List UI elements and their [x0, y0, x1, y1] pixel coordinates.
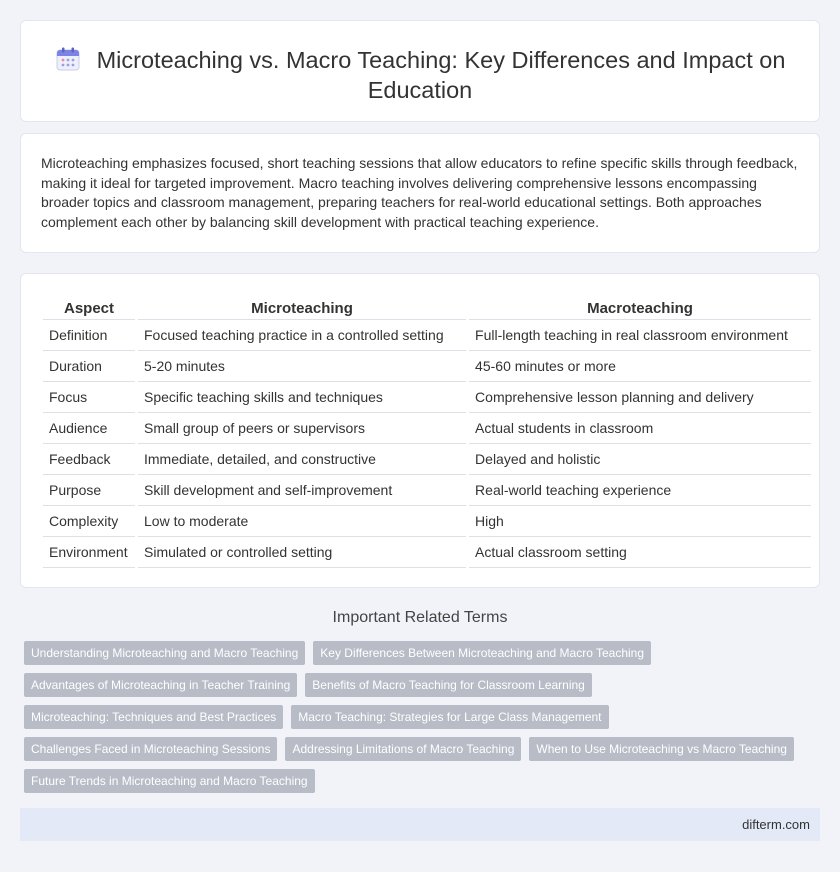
page-title: [45, 45, 795, 105]
comparison-table: [43, 294, 811, 568]
footer: [20, 808, 820, 841]
cell-micro: Immediate, detailed, and constructive: [138, 444, 466, 475]
cell-macro: Delayed and holistic: [469, 444, 811, 475]
table-row: [43, 537, 811, 568]
cell-micro: Focused teaching practice in a controlled setting: [138, 320, 466, 351]
table-row: [43, 475, 811, 506]
table-row: [43, 320, 811, 351]
header-macroteaching: Macroteaching: [469, 294, 811, 320]
cell-macro: Actual classroom setting: [469, 537, 811, 568]
cell-micro: Small group of peers or supervisors: [138, 413, 466, 444]
related-term-tag[interactable]: When to Use Microteaching vs Macro Teaching: [529, 737, 794, 761]
cell-aspect: Focus: [43, 382, 135, 413]
cell-micro: Specific teaching skills and techniques: [138, 382, 466, 413]
cell-micro: 5-20 minutes: [138, 351, 466, 382]
related-term-tag[interactable]: Addressing Limitations of Macro Teaching: [285, 737, 521, 761]
related-terms-title: Important Related Terms: [332, 609, 508, 626]
related-terms-list: [24, 641, 824, 793]
intro-card: [20, 133, 820, 253]
table-row: [43, 506, 811, 537]
table-row: [43, 351, 811, 382]
title-card: [20, 20, 820, 122]
cell-micro: Skill development and self-improvement: [138, 475, 466, 506]
cell-aspect: Environment: [43, 537, 135, 568]
related-term-tag[interactable]: Understanding Microteaching and Macro Teaching: [24, 641, 305, 665]
cell-macro: Full-length teaching in real classroom environment: [469, 320, 811, 351]
related-term-tag[interactable]: Advantages of Microteaching in Teacher Training: [24, 673, 297, 697]
table-header-row: [43, 294, 811, 320]
table-row: [43, 413, 811, 444]
related-term-tag[interactable]: Challenges Faced in Microteaching Sessions: [24, 737, 277, 761]
cell-macro: High: [469, 506, 811, 537]
cell-macro: Actual students in classroom: [469, 413, 811, 444]
comparison-card: [20, 273, 820, 588]
header-aspect: Aspect: [43, 294, 135, 320]
footer-site-link[interactable]: difterm.com: [742, 817, 810, 832]
intro-paragraph: Microteaching emphasizes focused, short teaching sessions that allow educators to refine specific skills through feedback, making it ideal for targeted improvement. Macro teaching involves delivering comprehensive lessons encompassing broader topics and classroom management, preparing teachers for real-world educational settings. Both approaches complement each other by balancing skill development with practical teaching experience.: [41, 155, 798, 230]
cell-micro: Low to moderate: [138, 506, 466, 537]
table-row: [43, 444, 811, 475]
header-microteaching: Microteaching: [138, 294, 466, 320]
cell-aspect: Purpose: [43, 475, 135, 506]
cell-macro: Comprehensive lesson planning and delivery: [469, 382, 811, 413]
related-term-tag[interactable]: Macro Teaching: Strategies for Large Class Management: [291, 705, 608, 729]
cell-macro: Real-world teaching experience: [469, 475, 811, 506]
related-term-tag[interactable]: Benefits of Macro Teaching for Classroom Learning: [305, 673, 592, 697]
table-row: [43, 382, 811, 413]
cell-aspect: Definition: [43, 320, 135, 351]
cell-macro: 45-60 minutes or more: [469, 351, 811, 382]
calendar-icon: [55, 46, 81, 72]
cell-micro: Simulated or controlled setting: [138, 537, 466, 568]
cell-aspect: Complexity: [43, 506, 135, 537]
related-term-tag[interactable]: Key Differences Between Microteaching and Macro Teaching: [313, 641, 651, 665]
related-term-tag[interactable]: Microteaching: Techniques and Best Practices: [24, 705, 283, 729]
cell-aspect: Audience: [43, 413, 135, 444]
cell-aspect: Duration: [43, 351, 135, 382]
cell-aspect: Feedback: [43, 444, 135, 475]
page-title-text: Microteaching vs. Macro Teaching: Key Differences and Impact on Education: [96, 47, 786, 103]
related-term-tag[interactable]: Future Trends in Microteaching and Macro Teaching: [24, 769, 315, 793]
